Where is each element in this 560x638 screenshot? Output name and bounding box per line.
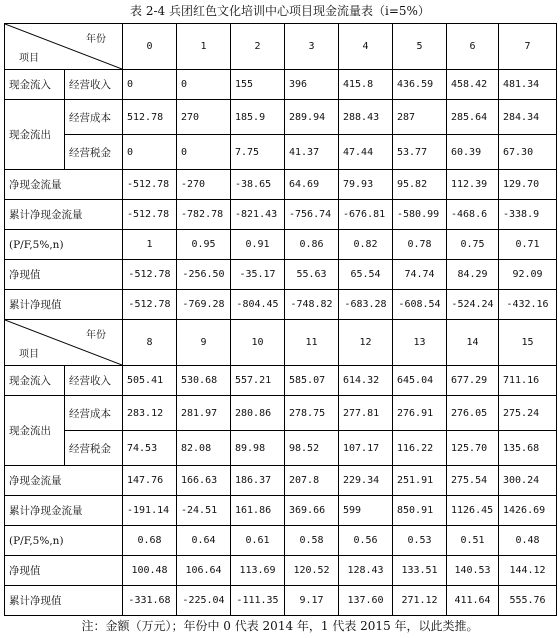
table-row bbox=[5, 496, 557, 526]
table-row bbox=[5, 366, 557, 396]
value-cell: 850.91 bbox=[393, 496, 447, 526]
year-cell: 1 bbox=[177, 24, 231, 70]
value-cell: 185.9 bbox=[231, 100, 285, 135]
value-cell: -756.74 bbox=[285, 200, 339, 230]
value-cell: -512.78 bbox=[123, 290, 177, 320]
value-cell: 614.32 bbox=[339, 366, 393, 396]
value-cell: 65.54 bbox=[339, 260, 393, 290]
header-corner-cell bbox=[5, 320, 123, 366]
table-row bbox=[5, 556, 557, 586]
value-cell: 288.43 bbox=[339, 100, 393, 135]
value-cell: 278.75 bbox=[285, 396, 339, 431]
year-cell: 14 bbox=[447, 320, 499, 366]
row-label-outflow: 现金流出 bbox=[5, 396, 65, 466]
value-cell: 1426.69 bbox=[499, 496, 557, 526]
value-cell: 369.66 bbox=[285, 496, 339, 526]
year-cell: 10 bbox=[231, 320, 285, 366]
value-cell: 106.64 bbox=[177, 556, 231, 586]
value-cell: 481.34 bbox=[499, 70, 557, 100]
row-label-op-tax: 经营税金 bbox=[65, 135, 123, 170]
value-cell: 711.16 bbox=[499, 366, 557, 396]
value-cell: 0 bbox=[177, 135, 231, 170]
table-note: 注：金额（万元）；年份中 0 代表 2014 年，1 代表 2015 年，以此类推。 bbox=[81, 619, 479, 633]
year-header-label: 年份 bbox=[86, 34, 106, 45]
value-cell: 112.39 bbox=[447, 170, 499, 200]
value-cell: 120.52 bbox=[285, 556, 339, 586]
value-cell: -432.16 bbox=[499, 290, 557, 320]
value-cell: 7.75 bbox=[231, 135, 285, 170]
value-cell: -676.81 bbox=[339, 200, 393, 230]
value-cell: -683.28 bbox=[339, 290, 393, 320]
value-cell: 0.86 bbox=[285, 230, 339, 260]
row-label-inflow: 现金流入 bbox=[5, 366, 65, 396]
value-cell: -769.28 bbox=[177, 290, 231, 320]
value-cell: -804.45 bbox=[231, 290, 285, 320]
header-corner-cell bbox=[5, 24, 123, 70]
year-cell: 9 bbox=[177, 320, 231, 366]
value-cell: 229.34 bbox=[339, 466, 393, 496]
value-cell: 280.86 bbox=[231, 396, 285, 431]
value-cell: 100.48 bbox=[123, 556, 177, 586]
year-cell: 12 bbox=[339, 320, 393, 366]
value-cell: 0.56 bbox=[339, 526, 393, 556]
value-cell: 0 bbox=[123, 135, 177, 170]
value-cell: 275.24 bbox=[499, 396, 557, 431]
table-title: 表 2-4 兵团红色文化培训中心项目现金流量表（i=5%） bbox=[130, 4, 430, 18]
value-cell: 1126.45 bbox=[447, 496, 499, 526]
table-row bbox=[5, 526, 557, 556]
table-row bbox=[5, 200, 557, 230]
table-row bbox=[5, 290, 557, 320]
value-cell: 275.54 bbox=[447, 466, 499, 496]
value-cell: -111.35 bbox=[231, 586, 285, 616]
value-cell: 0 bbox=[177, 70, 231, 100]
value-cell: 458.42 bbox=[447, 70, 499, 100]
year-cell: 6 bbox=[447, 24, 499, 70]
value-cell: 125.70 bbox=[447, 431, 499, 466]
value-cell: -821.43 bbox=[231, 200, 285, 230]
value-cell: 0 bbox=[123, 70, 177, 100]
value-cell: 147.76 bbox=[123, 466, 177, 496]
value-cell: 557.21 bbox=[231, 366, 285, 396]
value-cell: -608.54 bbox=[393, 290, 447, 320]
value-cell: 677.29 bbox=[447, 366, 499, 396]
value-cell: 283.12 bbox=[123, 396, 177, 431]
value-cell: 0.61 bbox=[231, 526, 285, 556]
value-cell: 0.53 bbox=[393, 526, 447, 556]
value-cell: 74.53 bbox=[123, 431, 177, 466]
value-cell: 133.51 bbox=[393, 556, 447, 586]
year-cell: 13 bbox=[393, 320, 447, 366]
value-cell: 289.94 bbox=[285, 100, 339, 135]
value-cell: 60.39 bbox=[447, 135, 499, 170]
value-cell: 0.58 bbox=[285, 526, 339, 556]
value-cell: 55.63 bbox=[285, 260, 339, 290]
value-cell: 555.76 bbox=[499, 586, 557, 616]
value-cell: 251.91 bbox=[393, 466, 447, 496]
value-cell: 0.68 bbox=[123, 526, 177, 556]
year-cell: 3 bbox=[285, 24, 339, 70]
value-cell: -35.17 bbox=[231, 260, 285, 290]
table-row bbox=[5, 396, 557, 431]
table-row bbox=[5, 170, 557, 200]
value-cell: 166.63 bbox=[177, 466, 231, 496]
value-cell: 276.05 bbox=[447, 396, 499, 431]
value-cell: -270 bbox=[177, 170, 231, 200]
value-cell: 530.68 bbox=[177, 366, 231, 396]
year-cell: 4 bbox=[339, 24, 393, 70]
value-cell: 505.41 bbox=[123, 366, 177, 396]
value-cell: 140.53 bbox=[447, 556, 499, 586]
value-cell: 98.52 bbox=[285, 431, 339, 466]
value-cell: 113.69 bbox=[231, 556, 285, 586]
value-cell: -256.50 bbox=[177, 260, 231, 290]
item-header-label: 项目 bbox=[19, 53, 39, 64]
value-cell: 186.37 bbox=[231, 466, 285, 496]
value-cell: 585.07 bbox=[285, 366, 339, 396]
table-row bbox=[5, 70, 557, 100]
value-cell: 1 bbox=[123, 230, 177, 260]
value-cell: 599 bbox=[339, 496, 393, 526]
value-cell: 0.75 bbox=[447, 230, 499, 260]
row-label-cum-npv: 累计净现值 bbox=[5, 586, 123, 616]
value-cell: -468.6 bbox=[447, 200, 499, 230]
value-cell: 155 bbox=[231, 70, 285, 100]
value-cell: 67.30 bbox=[499, 135, 557, 170]
year-cell: 15 bbox=[499, 320, 557, 366]
value-cell: 137.60 bbox=[339, 586, 393, 616]
value-cell: 116.22 bbox=[393, 431, 447, 466]
value-cell: 144.12 bbox=[499, 556, 557, 586]
value-cell: 79.93 bbox=[339, 170, 393, 200]
value-cell: 95.82 bbox=[393, 170, 447, 200]
value-cell: 411.64 bbox=[447, 586, 499, 616]
row-label-net-cf: 净现金流量 bbox=[5, 170, 123, 200]
row-label-net-cf: 净现金流量 bbox=[5, 466, 123, 496]
year-header-row bbox=[5, 320, 557, 366]
value-cell: -512.78 bbox=[123, 200, 177, 230]
value-cell: 135.68 bbox=[499, 431, 557, 466]
table-body bbox=[5, 24, 557, 616]
value-cell: 207.8 bbox=[285, 466, 339, 496]
value-cell: 276.91 bbox=[393, 396, 447, 431]
value-cell: -225.04 bbox=[177, 586, 231, 616]
value-cell: 53.77 bbox=[393, 135, 447, 170]
cash-flow-table bbox=[4, 23, 557, 616]
row-label-inflow: 现金流入 bbox=[5, 70, 65, 100]
table-row bbox=[5, 135, 557, 170]
table-row bbox=[5, 260, 557, 290]
table-row bbox=[5, 586, 557, 616]
value-cell: 84.29 bbox=[447, 260, 499, 290]
value-cell: 415.8 bbox=[339, 70, 393, 100]
table-row bbox=[5, 230, 557, 260]
value-cell: -748.82 bbox=[285, 290, 339, 320]
value-cell: 82.08 bbox=[177, 431, 231, 466]
value-cell: 287 bbox=[393, 100, 447, 135]
value-cell: 271.12 bbox=[393, 586, 447, 616]
value-cell: 0.91 bbox=[231, 230, 285, 260]
value-cell: -524.24 bbox=[447, 290, 499, 320]
value-cell: 285.64 bbox=[447, 100, 499, 135]
value-cell: 0.71 bbox=[499, 230, 557, 260]
value-cell: 107.17 bbox=[339, 431, 393, 466]
value-cell: -38.65 bbox=[231, 170, 285, 200]
value-cell: 0.82 bbox=[339, 230, 393, 260]
value-cell: -782.78 bbox=[177, 200, 231, 230]
value-cell: -24.51 bbox=[177, 496, 231, 526]
table-row bbox=[5, 466, 557, 496]
table-row bbox=[5, 431, 557, 466]
row-label-op-tax: 经营税金 bbox=[65, 431, 123, 466]
item-header-label: 项目 bbox=[19, 349, 39, 360]
row-label-op-cost: 经营成本 bbox=[65, 396, 123, 431]
value-cell: -191.14 bbox=[123, 496, 177, 526]
row-label-outflow: 现金流出 bbox=[5, 100, 65, 170]
value-cell: -331.68 bbox=[123, 586, 177, 616]
value-cell: 0.95 bbox=[177, 230, 231, 260]
value-cell: 161.86 bbox=[231, 496, 285, 526]
table-row bbox=[5, 100, 557, 135]
value-cell: 277.81 bbox=[339, 396, 393, 431]
value-cell: 281.97 bbox=[177, 396, 231, 431]
row-label-op-income: 经营收入 bbox=[65, 366, 123, 396]
year-cell: 8 bbox=[123, 320, 177, 366]
value-cell: 0.48 bbox=[499, 526, 557, 556]
value-cell: 89.98 bbox=[231, 431, 285, 466]
value-cell: 0.78 bbox=[393, 230, 447, 260]
value-cell: 0.51 bbox=[447, 526, 499, 556]
row-label-op-income: 经营收入 bbox=[65, 70, 123, 100]
year-cell: 2 bbox=[231, 24, 285, 70]
year-cell: 11 bbox=[285, 320, 339, 366]
value-cell: 645.04 bbox=[393, 366, 447, 396]
value-cell: -512.78 bbox=[123, 260, 177, 290]
value-cell: 396 bbox=[285, 70, 339, 100]
value-cell: -338.9 bbox=[499, 200, 557, 230]
year-cell: 5 bbox=[393, 24, 447, 70]
value-cell: 284.34 bbox=[499, 100, 557, 135]
year-header-label: 年份 bbox=[86, 330, 106, 341]
value-cell: 436.59 bbox=[393, 70, 447, 100]
row-label-cum-net-cf: 累计净现金流量 bbox=[5, 200, 123, 230]
row-label-op-cost: 经营成本 bbox=[65, 100, 123, 135]
value-cell: 129.70 bbox=[499, 170, 557, 200]
value-cell: -580.99 bbox=[393, 200, 447, 230]
value-cell: 74.74 bbox=[393, 260, 447, 290]
value-cell: 270 bbox=[177, 100, 231, 135]
row-label-npv: 净现值 bbox=[5, 556, 123, 586]
value-cell: 9.17 bbox=[285, 586, 339, 616]
year-cell: 0 bbox=[123, 24, 177, 70]
value-cell: 41.37 bbox=[285, 135, 339, 170]
row-label-pf: (P/F,5%,n) bbox=[5, 526, 123, 556]
value-cell: 512.78 bbox=[123, 100, 177, 135]
row-label-npv: 净现值 bbox=[5, 260, 123, 290]
value-cell: 92.09 bbox=[499, 260, 557, 290]
year-cell: 7 bbox=[499, 24, 557, 70]
row-label-cum-net-cf: 累计净现金流量 bbox=[5, 496, 123, 526]
value-cell: 128.43 bbox=[339, 556, 393, 586]
value-cell: 300.24 bbox=[499, 466, 557, 496]
row-label-pf: (P/F,5%,n) bbox=[5, 230, 123, 260]
value-cell: 0.64 bbox=[177, 526, 231, 556]
year-header-row bbox=[5, 24, 557, 70]
value-cell: -512.78 bbox=[123, 170, 177, 200]
value-cell: 64.69 bbox=[285, 170, 339, 200]
value-cell: 47.44 bbox=[339, 135, 393, 170]
row-label-cum-npv: 累计净现值 bbox=[5, 290, 123, 320]
